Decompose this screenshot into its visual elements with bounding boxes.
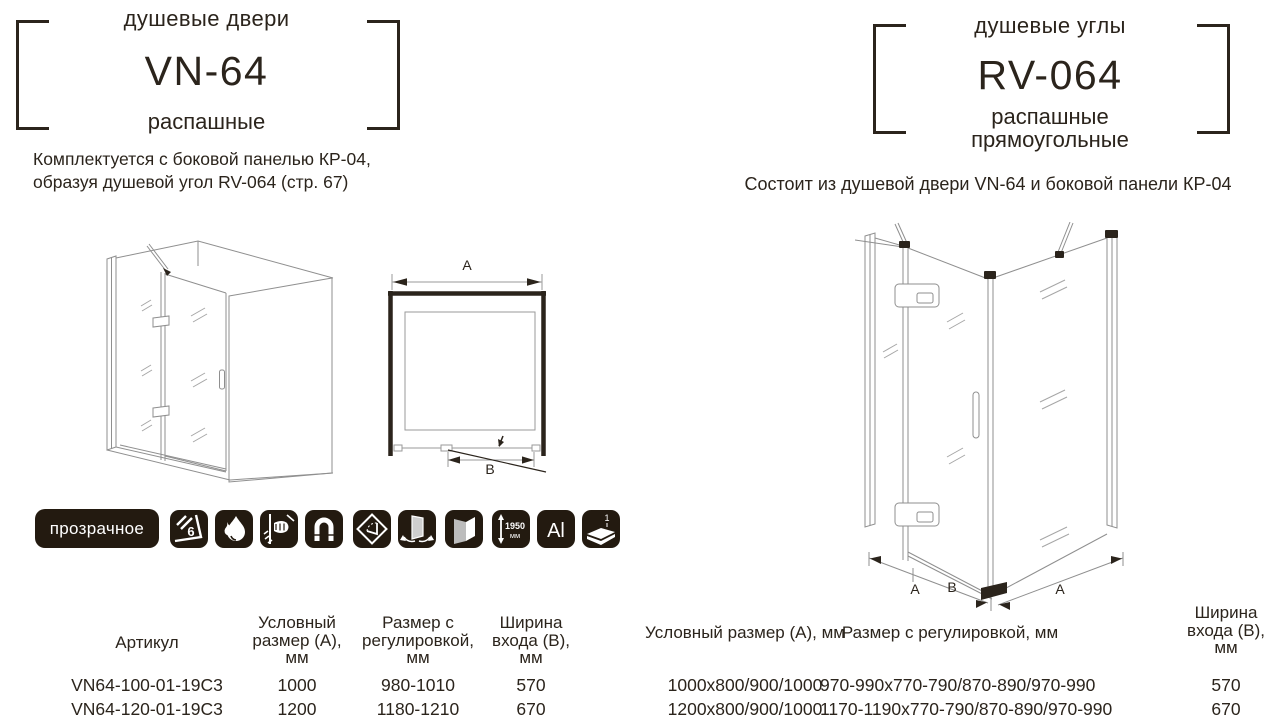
- article-cell: VN64-100-01-19C3: [71, 675, 223, 695]
- left-description: [33, 148, 453, 193]
- size-cell: 1000: [277, 675, 317, 695]
- magnetic-seal-icon: [305, 510, 343, 548]
- double-swing-door-icon: [398, 510, 436, 548]
- corner-dim-b-label: B: [947, 579, 957, 595]
- size-cell: 1000x800/900/1000: [667, 675, 823, 695]
- glass-type-badge: прозрачное: [35, 509, 159, 548]
- front-view-dim-b-label: B: [485, 461, 495, 475]
- right-subtitle-line1: распашные: [991, 104, 1109, 129]
- corner-dim-a-left-label: A: [910, 581, 920, 597]
- right-col-entry-header: Ширина входа (В), мм: [1187, 603, 1265, 657]
- front-view-dim-a-label: A: [462, 257, 472, 273]
- right-col-adjust-header: Размер с регулировкой, мм: [841, 623, 1059, 642]
- entry-cell: 670: [516, 699, 546, 719]
- adjust-cell: 1180-1210: [376, 699, 460, 719]
- corner-isometric-drawing: [855, 222, 1145, 617]
- left-description-line1: Комплектуется с боковой панелью КР-04,: [33, 149, 371, 169]
- adjust-cell: 980-1010: [381, 675, 455, 695]
- left-kicker: душевые двери: [123, 6, 290, 31]
- door-front-view-drawing: [386, 253, 548, 475]
- svg-text:мм: мм: [509, 531, 521, 540]
- adjust-cell: 970-990x770-790/870-890/970-990: [820, 675, 1096, 695]
- aluminum-profile-icon: [537, 510, 575, 548]
- side-panel-icon: [445, 510, 483, 548]
- svg-text:6: 6: [187, 524, 195, 539]
- entry-cell: 570: [516, 675, 546, 695]
- adjust-cell: 1170-1190x770-790/870-890/970-990: [820, 699, 1113, 719]
- right-col-size-header: Условный размер (А), мм: [645, 623, 845, 642]
- packages-1-icon: [582, 510, 620, 548]
- reversible-installation-icon: [353, 510, 391, 548]
- right-kicker: душевые углы: [974, 13, 1126, 38]
- svg-text:1950: 1950: [504, 521, 526, 531]
- entry-cell: 570: [1211, 675, 1241, 695]
- left-col-article-header: Артикул: [115, 633, 179, 652]
- size-cell: 1200: [277, 699, 317, 719]
- right-model-title: RV-064: [977, 52, 1123, 98]
- left-col-size-header: Условный размер (А), мм: [252, 613, 342, 667]
- glass-6mm-icon: [170, 510, 208, 548]
- left-col-entry-header: Ширина входа (В), мм: [492, 613, 570, 667]
- left-col-adjust-header: Размер с регулировкой, мм: [362, 613, 474, 667]
- article-cell: VN64-120-01-19C3: [71, 699, 223, 719]
- left-model-title: VN-64: [144, 48, 269, 94]
- right-subtitle: [873, 105, 1227, 151]
- left-subtitle: распашные: [147, 109, 266, 134]
- svg-text:Al: Al: [547, 520, 565, 542]
- right-description: Состоит из душевой двери VN-64 и боковой панели КР-04: [744, 174, 1232, 194]
- right-subtitle-line2: прямоугольные: [971, 127, 1129, 152]
- impact-resistant-icon: [260, 510, 298, 548]
- door-isometric-drawing: [95, 228, 345, 483]
- right-section: [640, 0, 1280, 725]
- left-description-line2: образуя душевой угол RV-064 (стр. 67): [33, 171, 349, 192]
- height-1950mm-icon: [492, 510, 530, 548]
- svg-text:1: 1: [604, 513, 610, 523]
- water-repellent-icon: [215, 510, 253, 548]
- size-cell: 1200x800/900/1000: [667, 699, 823, 719]
- corner-dim-a-right-label: A: [1055, 581, 1065, 597]
- entry-cell: 670: [1211, 699, 1241, 719]
